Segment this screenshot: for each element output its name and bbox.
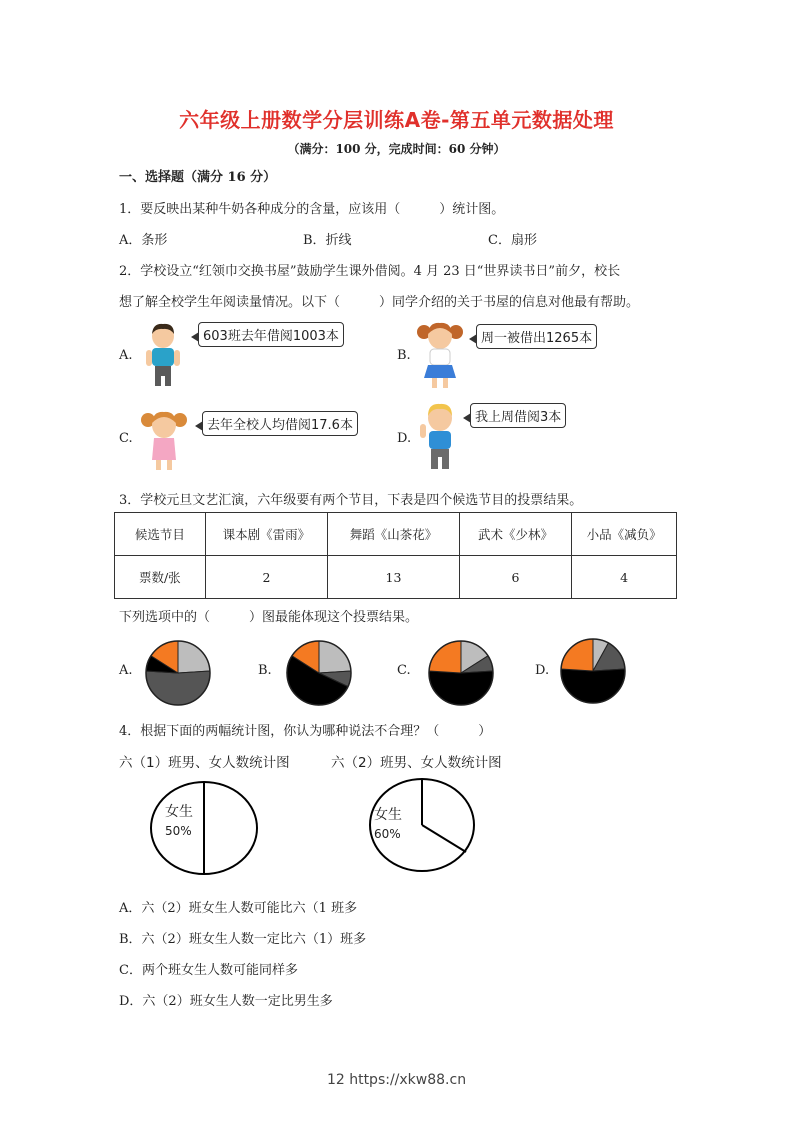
q2-option-d-label: D. [397, 431, 412, 446]
page-footer: 12 https://xkw88.cn [326, 1072, 467, 1088]
page-subtitle: （满分：100 分，完成时间：60 分钟） [287, 142, 506, 156]
table-header-cell: 候选节目 [115, 513, 206, 556]
q1-option-a: A．条形 [119, 233, 168, 248]
question-1: 1．要反映出某种牛奶各种成分的含量，应该用（ ）统计图。 [119, 202, 505, 217]
speech-bubble-c: 去年全校人均借阅17.6本 [202, 411, 358, 436]
q3-option-a-label: A. [119, 663, 133, 678]
question-2-line2: 想了解全校学生年阅读量情况。以下（ ）同学介绍的关于书屋的信息对他最有帮助。 [119, 295, 640, 310]
question-2-line1: 2．学校设立“红领巾交换书屋”鼓励学生课外借阅。4 月 23 日“世界读书日”前夕，校长 [119, 264, 621, 279]
pie-label-class2 [374, 806, 402, 844]
pie-label-text: 女生 [165, 804, 193, 820]
question-3: 3．学校元旦文艺汇演，六年级要有两个节目，下表是四个候选节目的投票结果。 [119, 493, 583, 508]
pie-label-percent: 50% [165, 824, 192, 838]
pie-label-text: 女生 [374, 807, 402, 823]
table-header-cell: 课本剧《雷雨》 [205, 513, 328, 556]
q4-option-b: B．六（2）班女生人数一定比六（1）班多 [119, 932, 367, 947]
q1-option-c: C．扇形 [488, 233, 537, 248]
q1-option-b: B．折线 [303, 233, 352, 248]
table-cell: 6 [459, 556, 572, 599]
pie-chart-a [143, 638, 213, 708]
q4-option-d: D．六（2）班女生人数一定比男生多 [119, 994, 333, 1009]
girl-figure-b [416, 320, 464, 390]
chart-title-class2: 六（2）班男、女人数统计图 [331, 755, 502, 771]
page-title: 六年级上册数学分层训练A卷-第五单元数据处理 [179, 108, 614, 132]
table-row [115, 556, 677, 599]
chart-title-class1: 六（1）班男、女人数统计图 [119, 755, 290, 771]
table-cell: 13 [328, 556, 460, 599]
table-header-cell: 舞蹈《山茶花》 [328, 513, 460, 556]
q2-option-b-label: B. [397, 348, 411, 363]
question-3-prompt: 下列选项中的（ ）图最能体现这个投票结果。 [119, 610, 419, 625]
table-header-row [115, 513, 677, 556]
pie-chart-d [558, 636, 628, 706]
question-4: 4．根据下面的两幅统计图，你认为哪种说法不合理？（ ） [119, 724, 492, 739]
table-cell: 2 [205, 556, 328, 599]
pie-slice [561, 669, 625, 703]
q2-option-c-label: C. [119, 431, 133, 446]
pie-chart-b [284, 638, 354, 708]
boy-figure-d [418, 402, 462, 474]
pie-chart-c [426, 638, 496, 708]
speech-bubble-d: 我上周借阅3本 [470, 403, 566, 428]
boy-figure-a [143, 322, 183, 390]
q3-option-c-label: C. [397, 663, 411, 678]
section-heading: 一、选择题（满分 16 分） [119, 170, 277, 185]
q2-option-a-label: A. [119, 348, 133, 363]
table-header-cell: 小品《减负》 [572, 513, 677, 556]
vote-table [114, 512, 677, 599]
speech-bubble-a: 603班去年借阅1003本 [198, 322, 344, 347]
q4-option-c: C．两个班女生人数可能同样多 [119, 963, 298, 978]
table-header-cell: 武术《少林》 [459, 513, 572, 556]
table-cell: 票数/张 [115, 556, 206, 599]
pie-label-class1 [165, 803, 193, 841]
pie-label-percent: 60% [374, 827, 401, 841]
q3-option-d-label: D. [535, 663, 550, 678]
girl-figure-c [140, 408, 188, 474]
q3-option-b-label: B. [258, 663, 272, 678]
table-cell: 4 [572, 556, 677, 599]
speech-bubble-b: 周一被借出1265本 [476, 324, 597, 349]
q4-option-a: A．六（2）班女生人数可能比六（1 班多 [119, 901, 358, 916]
pie-slice [429, 671, 493, 705]
pie-slice [146, 671, 210, 705]
